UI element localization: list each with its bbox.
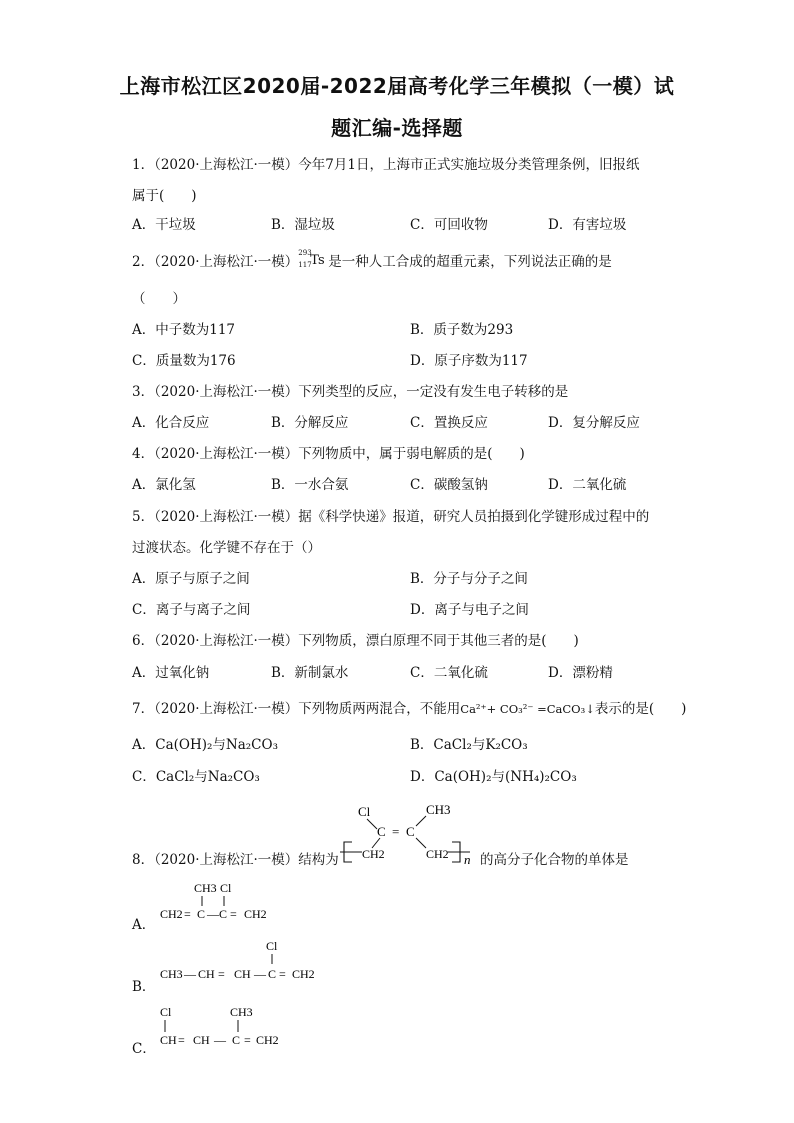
- polymer-double-bond: =: [392, 824, 400, 839]
- question-3-option-c: C．置换反应: [410, 415, 488, 431]
- question-7-option-c: C．CaCl₂与Na₂CO₃: [132, 769, 260, 785]
- polymer-n-subscript: n: [464, 852, 471, 866]
- question-4-option-a: A．氯化氢: [132, 477, 196, 493]
- question-8-stem-prefix: 8．（2020·上海松江·一模）结构为: [132, 852, 339, 868]
- opt-a-c2: C: [219, 907, 228, 921]
- page-title-line1: 上海市松江区2020届-2022届高考化学三年模拟（一模）试: [119, 74, 675, 98]
- question-3-stem: 3．（2020·上海松江·一模）下列类型的反应，一定没有发生电子转移的是: [132, 384, 569, 400]
- opt-b-ch2: CH2: [292, 967, 315, 981]
- question-8-option-c-label: C．: [132, 1041, 156, 1057]
- question-6-option-b: B．新制氯水: [271, 665, 349, 681]
- question-2-prefix: 2．（2020·上海松江·一模）: [132, 254, 299, 270]
- bond-line: [367, 819, 377, 829]
- opt-b-ch-1: CH: [198, 967, 215, 981]
- question-7-suffix: 表示的是( ): [594, 701, 687, 717]
- question-4-option-c: C．碳酸氢钠: [410, 477, 488, 493]
- opt-a-cl-label: Cl: [220, 881, 232, 895]
- question-6-option-c: C．二氧化硫: [410, 665, 488, 681]
- polymer-ch2-left-label: CH2: [362, 847, 385, 861]
- question-2-option-c: C．质量数为176: [132, 353, 236, 369]
- question-1-option-c: C．可回收物: [410, 217, 488, 233]
- nuclide-notation: [298, 249, 328, 269]
- opt-c-ch2: CH2: [256, 1033, 279, 1047]
- opt-a-single: —: [207, 907, 219, 921]
- question-5-option-c: C．离子与离子之间: [132, 602, 251, 618]
- question-2-option-a: A．中子数为117: [132, 322, 236, 338]
- polymer-structure: [340, 800, 480, 866]
- polymer-c1-label: C: [377, 824, 386, 839]
- opt-a-ch2-right: CH2: [244, 907, 267, 921]
- opt-a-c1: C: [197, 907, 206, 921]
- polymer-ch3-label: CH3: [426, 802, 451, 817]
- nuclide-atomic-number: 117: [298, 261, 312, 269]
- question-1-option-a: A．干垃圾: [132, 217, 196, 233]
- question-5-stem-line1: 5．（2020·上海松江·一模）据《科学快递》报道，研究人员拍摄到化学键形成过程中的: [132, 509, 650, 525]
- opt-a-double-2: =: [230, 907, 237, 921]
- opt-c-double-1: =: [178, 1033, 185, 1047]
- opt-b-ch3: CH3: [160, 967, 183, 981]
- question-3-option-b: B．分解反应: [271, 415, 349, 431]
- bond-line: [416, 816, 426, 826]
- question-8-option-b-label: B．: [132, 979, 156, 995]
- opt-c-cl-label: Cl: [160, 1005, 172, 1019]
- opt-a-double-1: =: [184, 907, 191, 921]
- opt-a-ch3-label: CH3: [194, 881, 217, 895]
- question-1-stem-line1: 1．（2020·上海松江·一模）今年7月1日，上海市正式实施垃圾分类管理条例，旧报纸: [132, 157, 640, 173]
- question-1-stem-line2: 属于( ): [132, 188, 197, 204]
- question-4-stem: 4．（2020·上海松江·一模）下列物质中，属于弱电解质的是( ): [132, 446, 525, 462]
- bond-line: [416, 838, 426, 848]
- nuclide-symbol: Ts: [310, 253, 325, 268]
- ionic-equation: Ca²⁺+ CO₃²⁻ =CaCO₃↓: [460, 702, 595, 716]
- question-2-rest: 是一种人工合成的超重元素，下列说法正确的是: [328, 254, 612, 270]
- question-3-option-d: D．复分解反应: [548, 415, 640, 431]
- question-6-stem: 6．（2020·上海松江·一模）下列物质，漂白原理不同于其他三者的是( ): [132, 633, 579, 649]
- nuclide-mass-number: 293: [298, 249, 312, 257]
- question-5-option-b: B．分子与分子之间: [410, 571, 528, 587]
- polymer-c2-label: C: [406, 824, 415, 839]
- question-7-option-a: A．Ca(OH)₂与Na₂CO₃: [132, 737, 278, 753]
- question-8-option-a-label: A．: [132, 917, 156, 933]
- question-1-option-d: D．有害垃圾: [548, 217, 627, 233]
- opt-b-single-1: —: [184, 967, 196, 981]
- question-4-option-b: B．一水合氨: [271, 477, 349, 493]
- question-6-option-d: D．漂粉精: [548, 665, 613, 681]
- opt-b-ch-2: CH: [234, 967, 251, 981]
- question-6-option-a: A．过氧化钠: [132, 665, 210, 681]
- opt-c-double-2: =: [244, 1033, 251, 1047]
- question-2-option-b: B．质子数为293: [410, 322, 514, 338]
- question-2-stem-line2: （ ）: [132, 291, 186, 307]
- opt-a-ch2-left: CH2: [160, 907, 183, 921]
- polymer-structure-drawing: [340, 800, 480, 866]
- opt-b-single-2: —: [254, 967, 266, 981]
- option-a-structure: [158, 878, 288, 928]
- question-8-stem-suffix: 的高分子化合物的单体是: [480, 852, 629, 868]
- option-c-structure: [158, 1002, 308, 1056]
- opt-c-c: C: [232, 1033, 241, 1047]
- question-3-option-a: A．化合反应: [132, 415, 210, 431]
- question-7-prefix: 7．（2020·上海松江·一模）下列物质两两混合，不能用: [132, 701, 461, 717]
- question-7-option-b: B．CaCl₂与K₂CO₃: [410, 737, 528, 753]
- opt-b-double-2: =: [279, 967, 286, 981]
- option-c-structure-drawing: [158, 1002, 308, 1056]
- opt-c-ch3-label: CH3: [230, 1005, 253, 1019]
- question-5-option-a: A．原子与原子之间: [132, 571, 250, 587]
- question-4-option-d: D．二氧化硫: [548, 477, 627, 493]
- opt-b-double-1: =: [218, 967, 225, 981]
- option-a-structure-drawing: [158, 878, 288, 928]
- page-title-line2: 题汇编-选择题: [331, 116, 463, 140]
- opt-c-ch-1: CH: [160, 1033, 177, 1047]
- option-b-structure-drawing: [158, 936, 328, 990]
- opt-b-cl-label: Cl: [266, 939, 278, 953]
- question-2-stem-line1: [132, 250, 612, 270]
- opt-c-single: —: [214, 1033, 226, 1047]
- polymer-cl-label: Cl: [358, 804, 371, 819]
- question-5-stem-line2: 过渡状态。化学键不存在于（）: [132, 540, 321, 556]
- question-5-option-d: D．离子与电子之间: [410, 602, 529, 618]
- option-b-structure: [158, 936, 328, 990]
- question-2-option-d: D．原子序数为117: [410, 353, 528, 369]
- opt-c-ch-2: CH: [193, 1033, 210, 1047]
- question-1-option-b: B．湿垃圾: [271, 217, 335, 233]
- question-7-stem: [132, 697, 686, 717]
- polymer-ch2-right-label: CH2: [426, 847, 449, 861]
- question-7-option-d: D．Ca(OH)₂与(NH₄)₂CO₃: [410, 769, 577, 785]
- opt-b-c: C: [268, 967, 277, 981]
